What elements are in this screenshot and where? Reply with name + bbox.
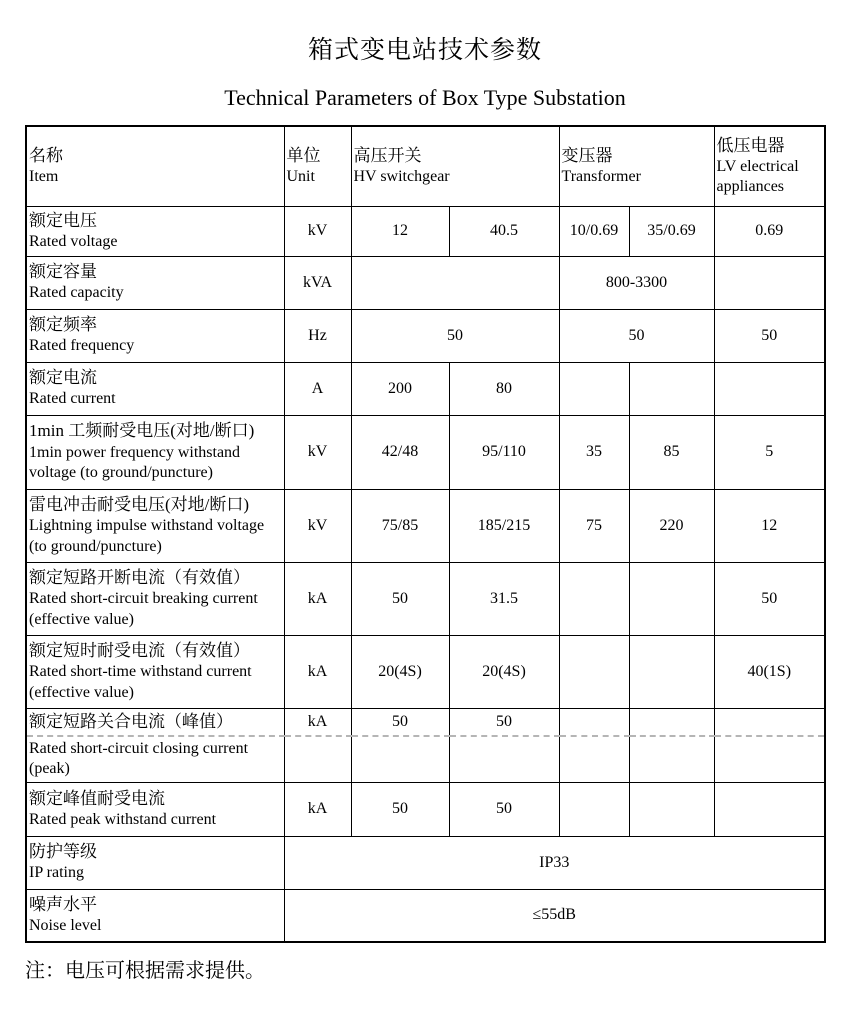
row-label-zh: 额定频率 — [29, 315, 97, 335]
table-cell: 80 — [449, 362, 559, 415]
row-label-rated-peak-withstand-current — [26, 782, 284, 836]
row-label-rated-capacity — [26, 256, 284, 309]
table-cell — [629, 635, 714, 708]
table-cell: 75 — [559, 489, 629, 562]
table-cell: 42/48 — [351, 415, 449, 489]
table-cell: 40(1S) — [714, 635, 825, 708]
table-cell: 50 — [559, 309, 714, 362]
page-title-chinese: 箱式变电站技术参数 — [307, 37, 542, 64]
header-transformer-zh: 变压器 — [561, 145, 613, 165]
table-cell: 50 — [714, 309, 825, 362]
row-label-power-frequency-withstand-voltage — [26, 415, 284, 489]
table-cell: 35/0.69 — [629, 206, 714, 256]
row-label-noise-level — [26, 889, 284, 942]
table-cell: 10/0.69 — [559, 206, 629, 256]
table-cell: kA — [284, 562, 351, 635]
table-row-noise-level — [26, 889, 825, 942]
table-cell: 50 — [449, 708, 559, 736]
table-cell: kV — [284, 415, 351, 489]
table-cell — [449, 736, 559, 782]
table-cell: 31.5 — [449, 562, 559, 635]
table-cell: ≤55dB — [284, 889, 825, 942]
table-cell — [629, 736, 714, 782]
table-row-rated-frequency — [26, 309, 825, 362]
table-cell: 200 — [351, 362, 449, 415]
table-cell: 185/215 — [449, 489, 559, 562]
table-cell: 85 — [629, 415, 714, 489]
table-cell — [629, 782, 714, 836]
table-cell: kA — [284, 635, 351, 708]
row-label-ip-rating — [26, 836, 284, 889]
table-cell: 50 — [351, 782, 449, 836]
parameters-table — [25, 125, 826, 943]
row-label-en: Rated short-time withstand current (effective value) — [29, 663, 252, 701]
table-cell: 50 — [351, 708, 449, 736]
row-label-zh: 1min 工频耐受电压(对地/断口) — [29, 421, 255, 441]
header-lv-appliances — [714, 126, 825, 206]
header-unit-en: Unit — [286, 168, 315, 186]
header-transformer — [559, 126, 714, 206]
row-label-zh: 额定峰值耐受电流 — [29, 788, 165, 808]
table-cell — [351, 736, 449, 782]
table-cell: 20(4S) — [449, 635, 559, 708]
table-cell: 95/110 — [449, 415, 559, 489]
table-cell — [559, 635, 629, 708]
table-row-rated-current — [26, 362, 825, 415]
table-row-short-circuit-closing-current-zh — [26, 708, 825, 736]
row-label-short-circuit-breaking-current — [26, 562, 284, 635]
table-row-rated-peak-withstand-current — [26, 782, 825, 836]
row-label-zh: 防护等级 — [29, 842, 97, 862]
row-label-short-circuit-closing-current-zh — [26, 708, 284, 736]
row-label-short-circuit-closing-current-en — [26, 736, 284, 782]
row-label-en: Rated voltage — [29, 232, 118, 250]
row-label-en: 1min power frequency withstand voltage (to ground/puncture) — [29, 443, 241, 482]
row-label-en: Rated frequency — [29, 337, 135, 355]
table-cell: IP33 — [284, 836, 825, 889]
row-label-zh: 额定电流 — [29, 368, 97, 388]
table-cell — [284, 736, 351, 782]
row-label-zh: 额定电压 — [29, 210, 97, 230]
table-cell: 220 — [629, 489, 714, 562]
row-label-en: Rated capacity — [29, 284, 124, 302]
table-cell — [714, 362, 825, 415]
table-row-short-circuit-closing-current-en — [26, 736, 825, 782]
header-unit — [284, 126, 351, 206]
header-item — [26, 126, 284, 206]
row-label-zh: 额定短路开断电流（有效值） — [29, 567, 250, 587]
table-row-rated-capacity — [26, 256, 825, 309]
parameters-table-body — [26, 206, 825, 942]
row-label-en: IP rating — [29, 864, 84, 882]
row-label-en: Rated peak withstand current — [29, 810, 217, 828]
header-transformer-en: Transformer — [561, 168, 641, 186]
table-cell: 50 — [449, 782, 559, 836]
table-cell: 5 — [714, 415, 825, 489]
table-cell — [714, 256, 825, 309]
table-cell — [629, 708, 714, 736]
table-cell: 20(4S) — [351, 635, 449, 708]
table-cell: 800-3300 — [559, 256, 714, 309]
table-cell: 12 — [351, 206, 449, 256]
table-cell: kV — [284, 206, 351, 256]
row-label-en: Lightning impulse withstand voltage (to ground/puncture) — [29, 517, 265, 555]
header-hv-en: HV switchgear — [353, 168, 450, 186]
table-cell — [714, 736, 825, 782]
row-label-en: Rated short-circuit closing current (peak) — [29, 739, 249, 778]
page-title-english: Technical Parameters of Box Type Substation — [224, 85, 626, 110]
table-cell — [629, 562, 714, 635]
header-item-zh: 名称 — [29, 145, 63, 165]
table-cell: kA — [284, 782, 351, 836]
header-lv-en: LV electrical appliances — [716, 158, 799, 196]
row-label-lightning-impulse-withstand-voltage — [26, 489, 284, 562]
row-label-zh: 额定短时耐受电流（有效值） — [29, 640, 250, 660]
table-cell — [629, 362, 714, 415]
table-cell — [714, 708, 825, 736]
row-label-en: Noise level — [29, 917, 102, 935]
table-row-short-time-withstand-current — [26, 635, 825, 708]
table-cell — [559, 736, 629, 782]
table-cell — [559, 782, 629, 836]
table-row-power-frequency-withstand-voltage — [26, 415, 825, 489]
table-cell: 35 — [559, 415, 629, 489]
table-row-lightning-impulse-withstand-voltage — [26, 489, 825, 562]
table-cell: 50 — [714, 562, 825, 635]
table-cell: 75/85 — [351, 489, 449, 562]
header-hv-switchgear — [351, 126, 559, 206]
row-label-zh: 额定短路关合电流（峰值） — [29, 711, 233, 731]
table-row-ip-rating — [26, 836, 825, 889]
row-label-en: Rated short-circuit breaking current (effective value) — [29, 590, 258, 628]
row-label-short-time-withstand-current — [26, 635, 284, 708]
row-label-zh: 额定容量 — [29, 262, 97, 282]
table-header-row — [26, 126, 825, 206]
table-cell: kV — [284, 489, 351, 562]
table-cell — [714, 782, 825, 836]
table-cell: 40.5 — [449, 206, 559, 256]
row-label-rated-voltage — [26, 206, 284, 256]
table-cell — [559, 362, 629, 415]
header-item-en: Item — [29, 168, 59, 186]
table-row-short-circuit-breaking-current — [26, 562, 825, 635]
table-cell: kA — [284, 708, 351, 736]
footnote: 注：电压可根据需求提供。 — [25, 960, 265, 982]
table-cell: 12 — [714, 489, 825, 562]
table-cell: A — [284, 362, 351, 415]
table-cell: 50 — [351, 562, 449, 635]
row-label-rated-frequency — [26, 309, 284, 362]
row-label-zh: 雷电冲击耐受电压(对地/断口) — [29, 494, 250, 514]
table-cell: Hz — [284, 309, 351, 362]
row-label-en: Rated current — [29, 390, 116, 408]
header-unit-zh: 单位 — [286, 145, 321, 165]
table-cell: kVA — [284, 256, 351, 309]
table-cell: 0.69 — [714, 206, 825, 256]
row-label-zh: 噪声水平 — [29, 894, 97, 914]
table-cell — [559, 708, 629, 736]
header-lv-zh: 低压电器 — [716, 135, 785, 155]
table-cell — [559, 562, 629, 635]
table-cell: 50 — [351, 309, 559, 362]
row-label-rated-current — [26, 362, 284, 415]
header-hv-zh: 高压开关 — [353, 145, 422, 165]
table-row-rated-voltage — [26, 206, 825, 256]
table-cell — [351, 256, 559, 309]
